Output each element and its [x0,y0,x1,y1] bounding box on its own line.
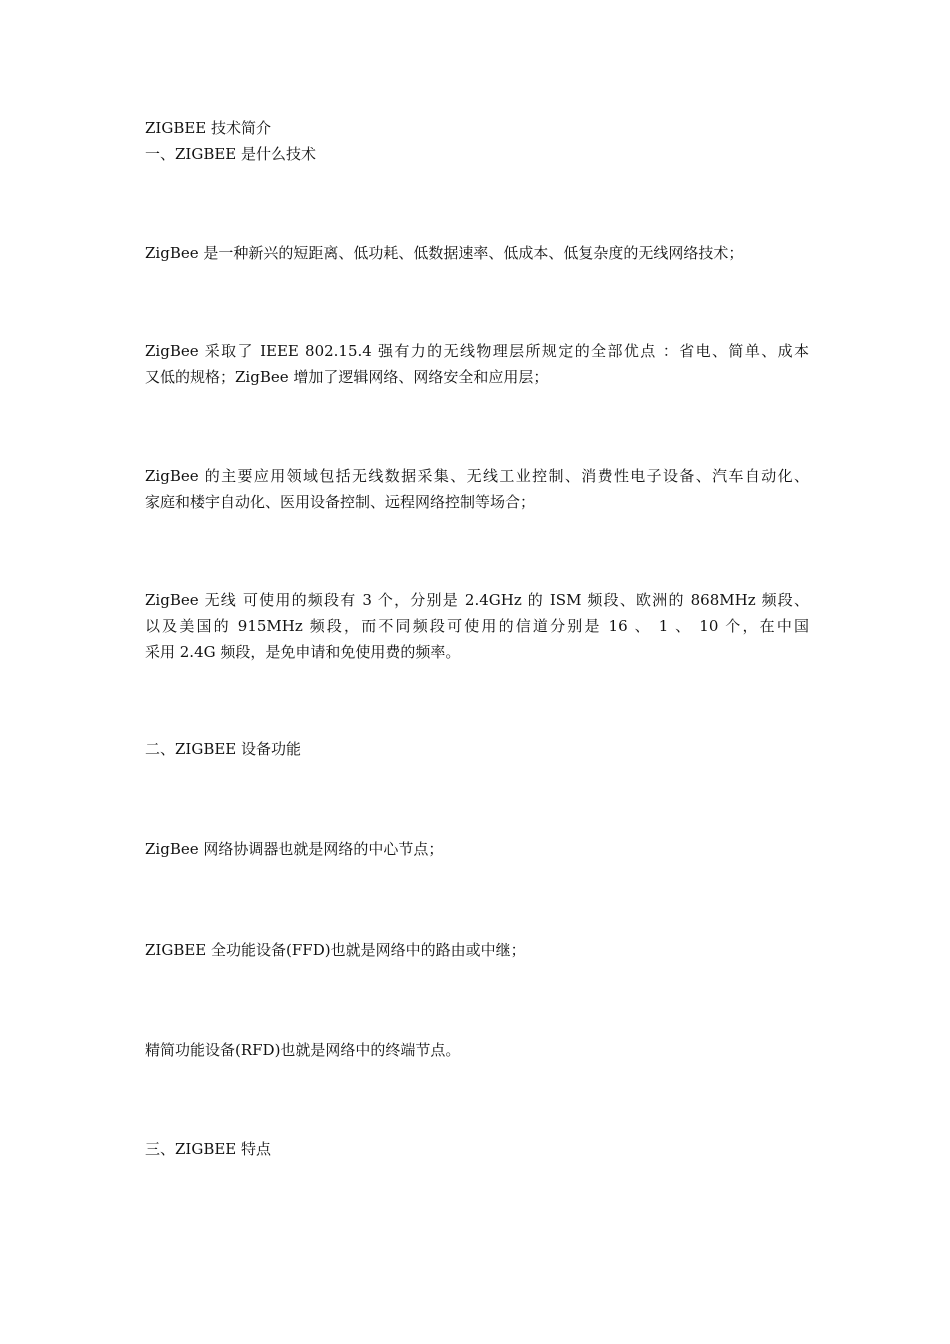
paragraph-line: ZigBee 采取了 IEEE 802.15.4 强有力的无线物理层所规定的全部优点 ：省电、简单、成本 [145,342,809,360]
paragraph-line: 家庭和楼宇自动化、医用设备控制、远程网络控制等场合； [145,493,536,511]
paragraph-ieee-802154 [145,338,809,390]
section-heading-2: 二、ZIGBEE 设备功能 [145,740,302,758]
document-title: ZIGBEE 技术简介 [145,119,272,137]
paragraph-frequency-bands [145,587,809,665]
paragraph-line: 以及美国的 915MHz 频段，而不同频段可使用的信道分别是 16 、 1 、 10 个，在中国 [145,617,809,635]
section-heading-1: 一、ZIGBEE 是什么技术 [145,145,317,163]
paragraph-line: ZigBee 的主要应用领域包括无线数据采集、无线工业控制、消费性电子设备、汽车自动化、 [145,467,809,485]
paragraph-line: 又低的规格；ZigBee 增加了逻辑网络、网络安全和应用层； [145,368,549,386]
paragraph-line: ZigBee 无线 可使用的频段有 3 个，分别是 2.4GHz 的 ISM 频段、欧洲的 868MHz 频段、 [145,591,809,609]
paragraph-coordinator: ZigBee 网络协调器也就是网络的中心节点； [145,840,444,858]
paragraph-zigbee-definition: ZigBee 是一种新兴的短距离、低功耗、低数据速率、低成本、低复杂度的无线网络技术； [145,244,744,262]
paragraph-ffd: ZIGBEE 全功能设备(FFD)也就是网络中的路由或中继； [145,941,526,959]
paragraph-rfd: 精简功能设备(RFD)也就是网络中的终端节点。 [145,1041,461,1059]
section-heading-3: 三、ZIGBEE 特点 [145,1140,272,1158]
paragraph-line: 采用 2.4G 频段，是免申请和免使用费的频率。 [145,643,461,661]
paragraph-applications [145,463,809,515]
